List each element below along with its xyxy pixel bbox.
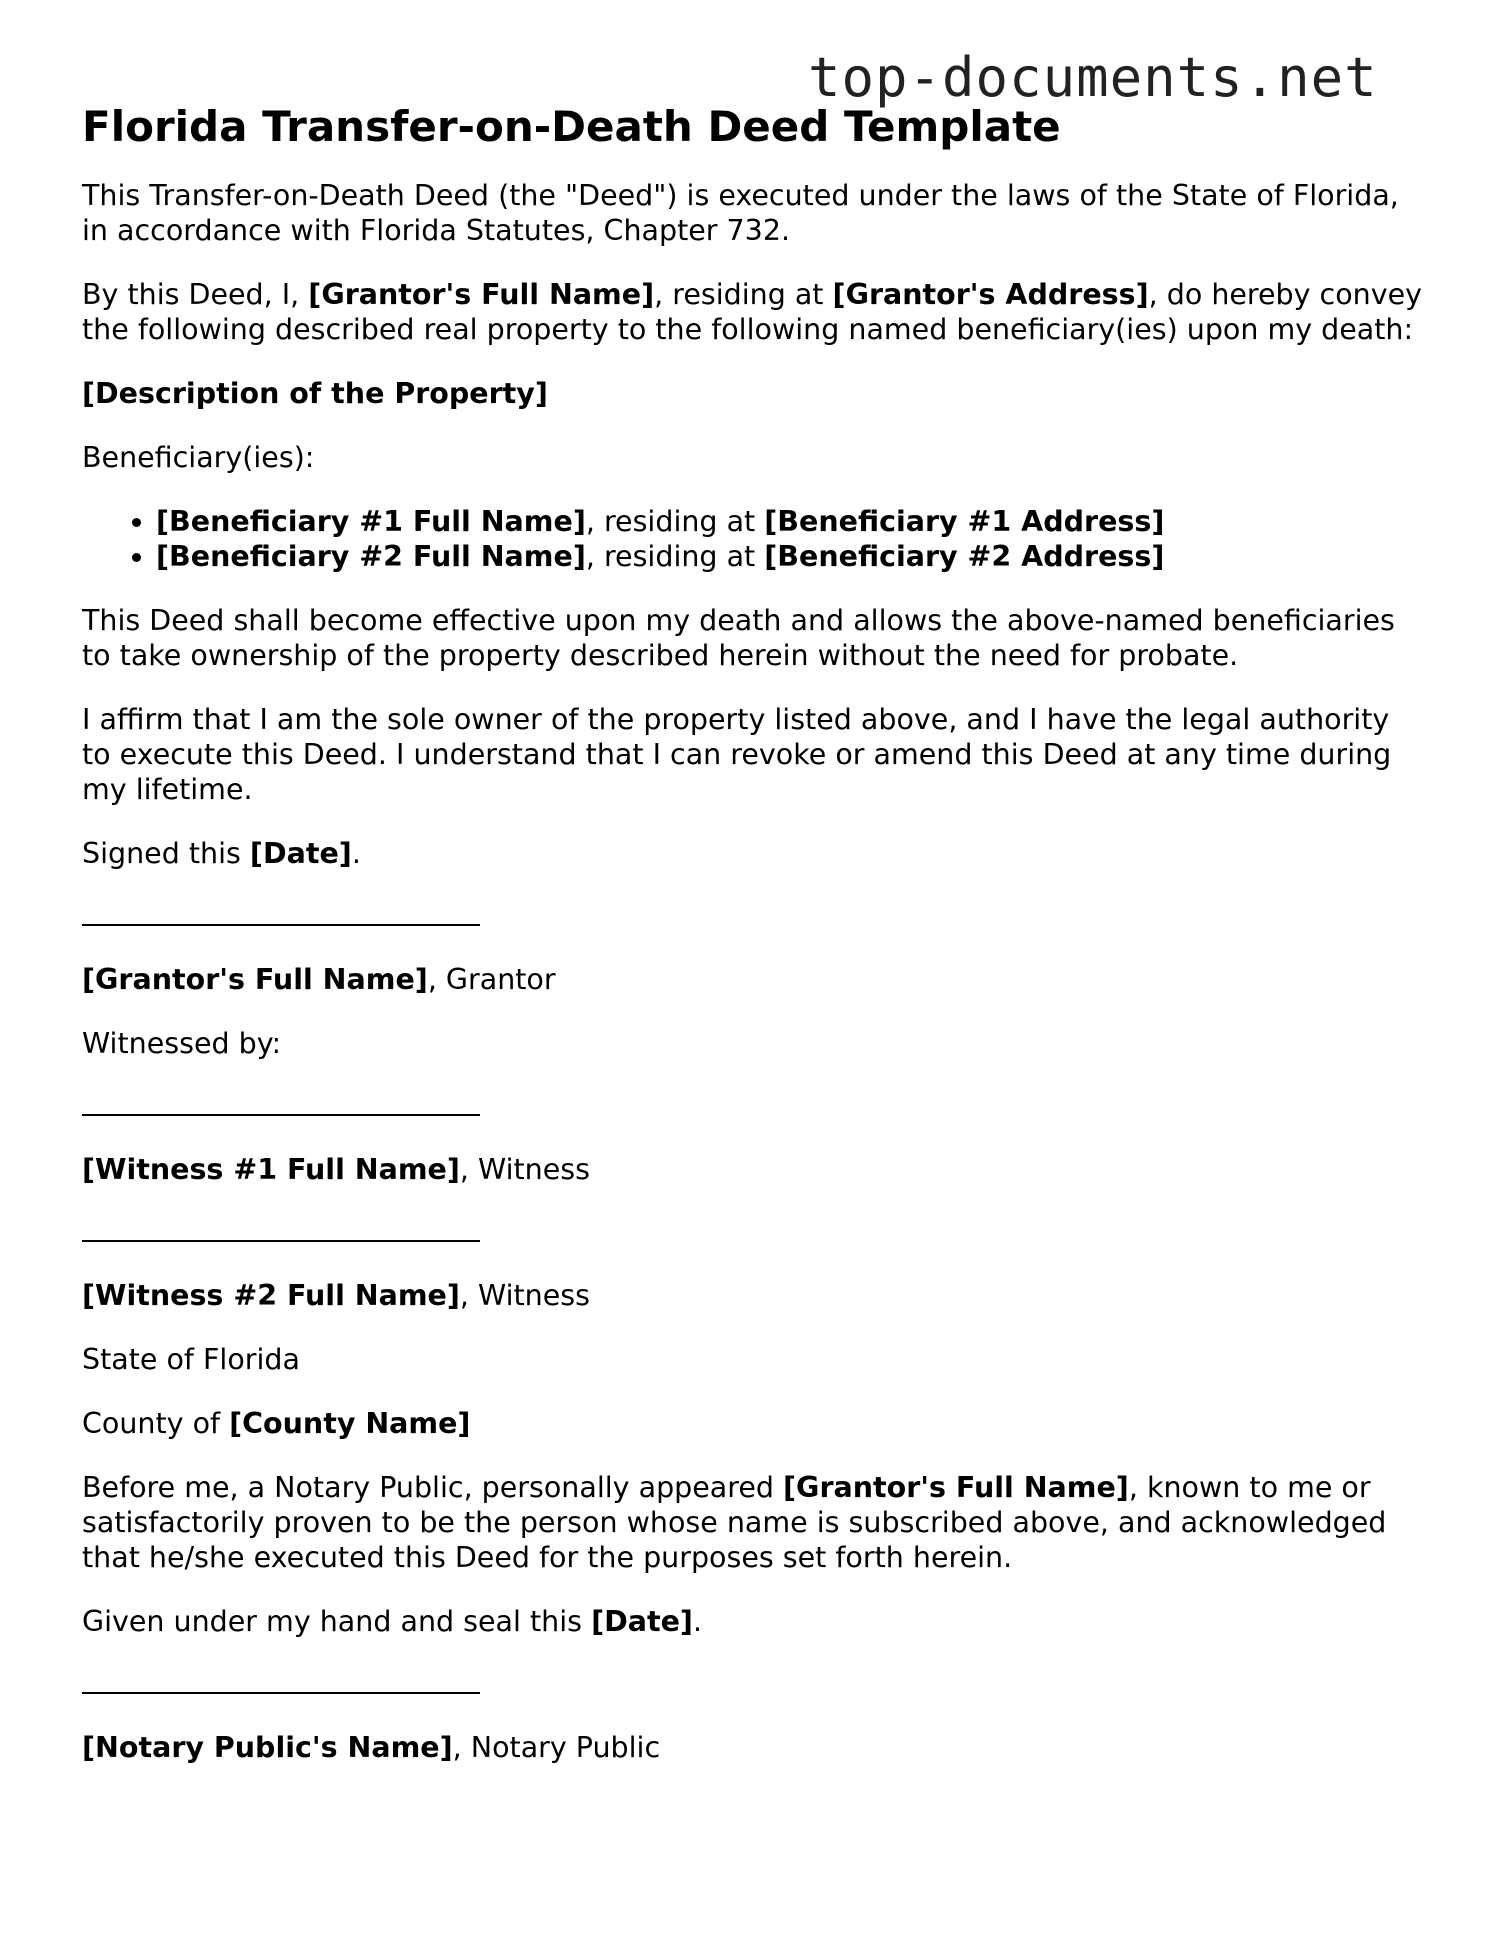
beneficiary-address: [Beneficiary #2 Address] [764,540,1165,573]
property-description: [Description of the Property] [82,377,548,410]
document-title: Florida Transfer-on-Death Deed Template [82,102,1061,151]
property-description-placeholder [82,376,1422,411]
witness1-signature-caption [82,1152,1422,1187]
witnessed-by-label: Witnessed by: [82,1027,282,1060]
given-suffix: . [692,1605,703,1638]
grantor-signature-caption [82,962,1422,997]
county-name-placeholder: [County Name] [229,1407,471,1440]
notary-signature-line [82,1692,480,1694]
witness1-signature-role: , Witness [459,1153,590,1186]
beneficiary-item [156,504,1422,539]
witness2-signature-role: , Witness [459,1279,590,1312]
state-line: State of Florida [82,1343,300,1376]
beneficiary-item [156,539,1422,574]
witness2-signature-caption [82,1278,1422,1313]
witness1-signature-name: [Witness #1 Full Name] [82,1153,460,1186]
grantor-signature-line [82,924,480,926]
witness2-signature-line [82,1240,480,1242]
conveyance-text-2: , residing at [654,278,833,311]
given-date-placeholder: [Date] [591,1605,693,1638]
grantor-signature-name: [Grantor's Full Name] [82,963,428,996]
signed-prefix: Signed this [82,837,250,870]
effective-paragraph: This Deed shall become effective upon my death and allows the above-named beneficiaries to take ownership of the property described herein without the need for probate. [82,604,1395,672]
beneficiary-name: [Beneficiary #2 Full Name] [156,540,586,573]
conveyance-paragraph [82,277,1422,347]
witness2-signature-name: [Witness #2 Full Name] [82,1279,460,1312]
document-body [82,102,1422,1794]
given-prefix: Given under my hand and seal this [82,1605,592,1638]
notary-signature-caption [82,1730,1422,1765]
beneficiary-name: [Beneficiary #1 Full Name] [156,505,586,538]
witness1-signature-line [82,1114,480,1116]
county-prefix: County of [82,1407,230,1440]
beneficiary-sep: , residing at [585,540,765,573]
signed-suffix: . [351,837,361,870]
affirmation-paragraph: I affirm that I am the sole owner of the property listed above, and I have the legal authority to execute this Deed. I understand that I can revoke or amend this Deed at any time during my lifetime. [82,703,1392,806]
grantor-name-placeholder: [Grantor's Full Name] [308,278,655,311]
beneficiary-sep: , residing at [585,505,765,538]
notary-signature-role: , Notary Public [452,1731,661,1764]
notary-text-1: Before me, a Notary Public, personally appeared [82,1471,784,1504]
signed-date-placeholder: [Date] [249,837,352,870]
notary-signature-name: [Notary Public's Name] [82,1731,453,1764]
beneficiaries-list [82,504,1422,574]
notary-text-2: , known to me or satisfactorily proven to be the person whose name is subscribed above, and acknowledged that he/she executed this Deed for the purposes set forth herein. [82,1471,1387,1574]
conveyance-text-1: By this Deed, I, [82,278,309,311]
signed-line [82,836,1422,871]
county-line [82,1406,1422,1441]
conveyance-text-3: , do hereby convey the following described real property to the following named beneficiary(ies) upon my death: [82,278,1422,346]
notary-grantor-name-placeholder: [Grantor's Full Name] [783,1471,1129,1504]
beneficiary-address: [Beneficiary #1 Address] [764,505,1165,538]
given-line [82,1604,1422,1639]
watermark-text: top-documents.net [808,46,1378,109]
notary-statement-paragraph [82,1470,1422,1575]
grantor-address-placeholder: [Grantor's Address] [832,278,1149,311]
intro-paragraph: This Transfer-on-Death Deed (the "Deed") is executed under the laws of the State of Florida, in accordance with Florida Statutes, Chapter 732. [82,179,1399,247]
grantor-signature-role: , Grantor [427,963,556,996]
beneficiaries-label: Beneficiary(ies): [82,441,315,474]
